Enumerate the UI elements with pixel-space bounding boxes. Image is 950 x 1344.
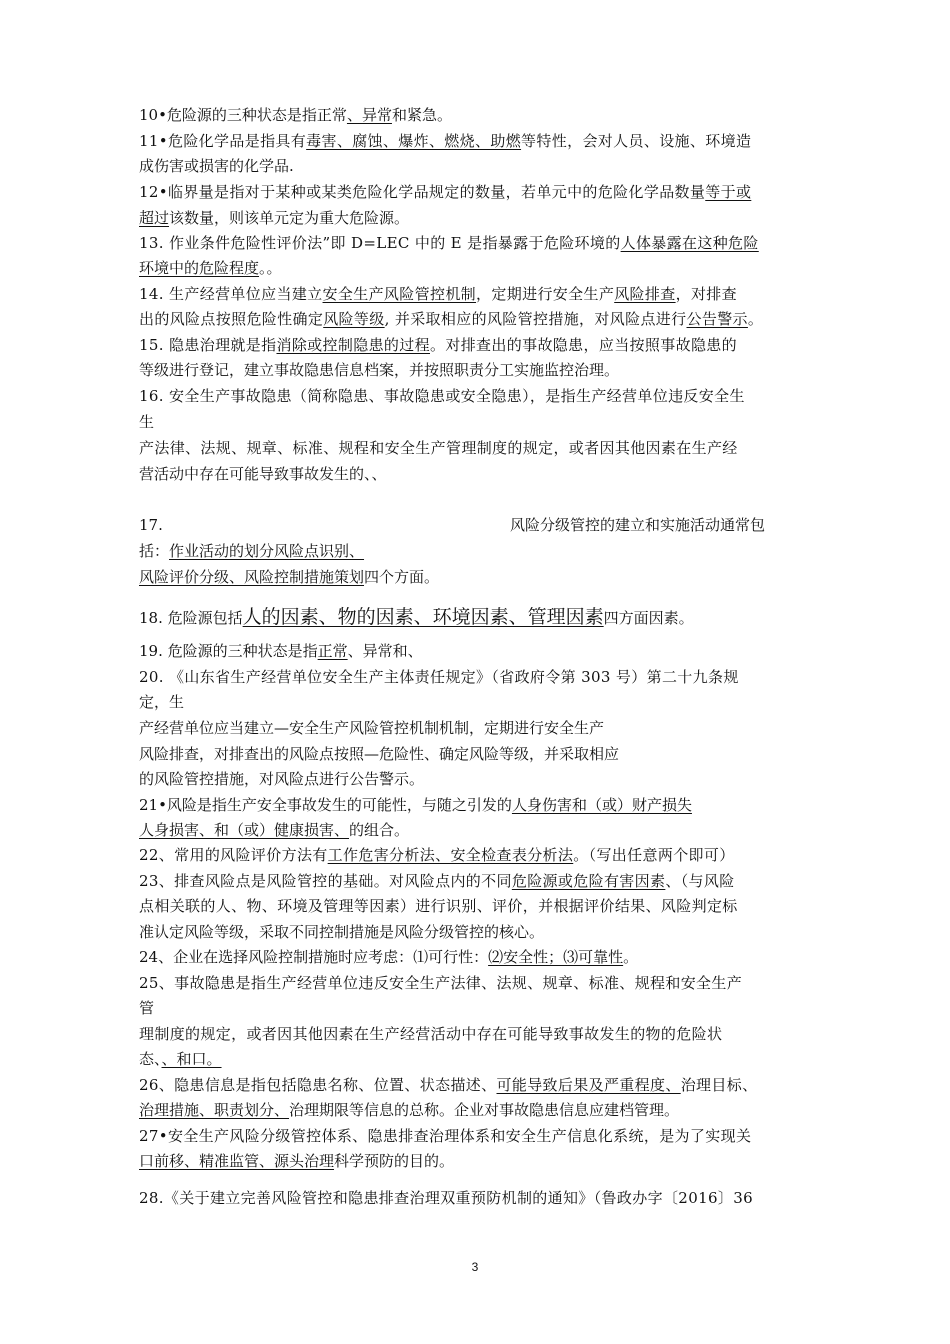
text-line bbox=[139, 463, 387, 485]
text-segment: 27•安全生产风险分级管控体系、隐患排查治理体系和安全生产信息化系统，是为了实现关 bbox=[139, 1127, 752, 1145]
text-segment: ，对排查 bbox=[675, 285, 738, 303]
underlined-answer: 作业活动的划分风险点识别、 bbox=[169, 542, 365, 560]
text-line bbox=[139, 437, 738, 459]
text-segment: 19. 危险源的三种状态是指 bbox=[139, 642, 318, 660]
text-segment: 生 bbox=[139, 413, 155, 431]
text-segment: 四个方面。 bbox=[364, 568, 440, 586]
text-line bbox=[139, 566, 439, 588]
underlined-answer: 可能导致后果及严重程度、 bbox=[496, 1076, 681, 1094]
underlined-answer: 超过 bbox=[139, 209, 170, 227]
text-segment: 28.《关于建立完善风险管控和隐患排查治理双重预防机制的通知》（鲁政办字〔2016〕36 bbox=[139, 1189, 754, 1207]
text-line bbox=[139, 997, 154, 1019]
text-segment: 的风险管控措施，对风险点进行公告警示。 bbox=[139, 770, 425, 788]
text-segment: 态、 bbox=[139, 1050, 162, 1068]
text-line bbox=[139, 283, 737, 305]
underlined-answer: 人的因素、物的因素、环境因素、管理因素 bbox=[242, 606, 604, 628]
text-segment: 等特性，会对人员、设施、环境造 bbox=[521, 132, 752, 150]
text-segment: 准认定风险等级，采取不同控制措施是风险分级管控的核心。 bbox=[139, 923, 545, 941]
underlined-answer: 消除或控制隐患的过程 bbox=[276, 336, 430, 354]
text-segment: 16. 安全生产事故隐患（简称隐患、事故隐患或安全隐患），是指生产经营单位违反安全生 bbox=[139, 387, 745, 405]
text-segment: 17. bbox=[139, 516, 163, 534]
text-segment: 的组合。 bbox=[349, 821, 410, 839]
text-segment: 管 bbox=[139, 999, 155, 1017]
text-segment: 26、隐患信息是指包括隐患名称、位置、状态描述、 bbox=[139, 1076, 497, 1094]
text-line bbox=[139, 666, 739, 688]
text-segment: 。对排查出的事故隐患，应当按照事故隐患的 bbox=[430, 336, 738, 354]
text-segment: 。 bbox=[623, 948, 639, 966]
text-line bbox=[139, 1099, 679, 1121]
text-segment: 15. 隐患治理就是指 bbox=[139, 336, 277, 354]
text-segment: 和紧急。 bbox=[391, 106, 452, 124]
text-segment: 出的风险点按照危险性确定 bbox=[139, 310, 324, 328]
text-segment: 、（与风险 bbox=[665, 872, 735, 890]
underlined-answer: 正常 bbox=[317, 642, 348, 660]
text-segment: 产法律、法规、规章、标准、规程和安全生产管理制度的规定，或者因其他因素在生产经 bbox=[139, 439, 738, 457]
text-segment: 11•危险化学品是指具有 bbox=[139, 132, 307, 150]
text-line bbox=[139, 130, 751, 152]
underlined-answer: 毒害、腐蚀、爆炸、燃烧、助燃 bbox=[306, 132, 522, 150]
text-segment: 括： bbox=[139, 542, 170, 560]
text-line bbox=[139, 385, 745, 407]
text-segment: 成伤害或损害的化学品. bbox=[139, 157, 294, 175]
underlined-answer: 工作危害分析法、安全检查表分析法 bbox=[327, 846, 574, 864]
text-line bbox=[139, 819, 409, 841]
text-segment: 营活动中存在可能导致事故发生的、、 bbox=[139, 465, 387, 483]
text-line bbox=[139, 743, 619, 765]
underlined-answer: 口前移、精准监管、源头治理 bbox=[139, 1152, 335, 1170]
text-segment: 23、排查风险点是风险管控的基础。对风险点内的不同 bbox=[139, 872, 512, 890]
text-line bbox=[139, 181, 751, 203]
text-line bbox=[139, 257, 282, 279]
text-line bbox=[139, 155, 294, 177]
text-line bbox=[139, 411, 154, 433]
underlined-answer: ⑵安全性；⑶可靠性 bbox=[488, 948, 624, 966]
underlined-answer: 环境中的危险程度 bbox=[139, 259, 260, 277]
text-line bbox=[139, 359, 619, 381]
floating-text: 风险分级管控的建立和实施活动通常包 bbox=[510, 516, 766, 534]
underlined-answer: 风险排查 bbox=[614, 285, 676, 303]
text-segment: 。（写出任意两个即可） bbox=[573, 846, 735, 864]
text-line bbox=[139, 606, 694, 629]
text-segment: 理制度的规定，或者因其他因素在生产经营活动中存在可能导致事故发生的物的危险状 bbox=[139, 1025, 723, 1043]
text-segment: 12•临界量是指对于某种或某类危险化学品规定的数量，若单元中的危险化学品数量 bbox=[139, 183, 706, 201]
text-line bbox=[139, 1187, 753, 1209]
underlined-answer: 人体暴露在这种危险 bbox=[620, 234, 759, 252]
text-segment: 14. 生产经营单位应当建立 bbox=[139, 285, 323, 303]
underlined-answer: 人身损害、和（或）健康损害、 bbox=[139, 821, 350, 839]
text-segment: 定，生 bbox=[139, 693, 185, 711]
text-segment: 21•风险是指生产安全事故发生的可能性，与随之引发的 bbox=[139, 796, 512, 814]
underlined-answer: 等于或 bbox=[705, 183, 752, 201]
underlined-answer: 、异常 bbox=[346, 106, 392, 124]
text-line bbox=[139, 104, 452, 126]
text-line bbox=[139, 768, 424, 790]
text-line bbox=[139, 1074, 757, 1096]
text-segment: , 并采取相应的风险管控措施，对风险点进行 bbox=[384, 310, 687, 328]
text-segment: 。。 bbox=[259, 259, 282, 277]
underlined-answer: 风险评价分级、风险控制措施策划 bbox=[139, 568, 365, 586]
text-segment: 四方面因素。 bbox=[603, 609, 694, 627]
text-segment: 20. 《山东省生产经营单位安全生产主体责任规定》（省政府令第 303 号）第二十九条规 bbox=[139, 668, 739, 686]
text-segment: 22、常用的风险评价方法有 bbox=[139, 846, 328, 864]
text-line bbox=[139, 895, 738, 917]
text-line bbox=[139, 844, 735, 866]
text-line bbox=[139, 691, 184, 713]
text-segment: 、异常和、 bbox=[347, 642, 423, 660]
text-segment: 产经营单位应当建立—安全生产风险管控机制机制，定期进行安全生产 bbox=[139, 719, 605, 737]
text-segment: 治理目标、 bbox=[680, 1076, 758, 1094]
page-number: 3 bbox=[471, 1260, 479, 1274]
text-line bbox=[139, 1150, 454, 1172]
text-line bbox=[139, 1023, 722, 1045]
text-line bbox=[139, 308, 763, 330]
text-line bbox=[139, 334, 737, 356]
text-line bbox=[139, 946, 638, 968]
text-line bbox=[139, 540, 364, 562]
text-segment: ，定期进行安全生产 bbox=[476, 285, 615, 303]
text-segment: 13. 作业条件危险性评价法”即 D=LEC 中的 E 是指暴露于危险环境的 bbox=[139, 234, 621, 252]
text-segment: 10•危险源的三种状态是指正常 bbox=[139, 106, 347, 124]
underlined-answer: 治理措施、职责划分、 bbox=[139, 1101, 290, 1119]
text-segment: 该数量，则该单元定为重大危险源。 bbox=[169, 209, 410, 227]
text-line bbox=[139, 870, 735, 892]
text-segment: 18. 危险源包括 bbox=[139, 609, 243, 627]
text-line bbox=[139, 1048, 222, 1070]
text-line bbox=[139, 921, 544, 943]
text-segment: 点相关联的人、物、环境及管理等因素）进行识别、评价，并根据评价结果、风险判定标 bbox=[139, 897, 738, 915]
text-segment: 。 bbox=[747, 310, 764, 328]
underlined-answer: 、和口。 bbox=[161, 1050, 222, 1068]
underlined-answer: 危险源或危险有害因素 bbox=[511, 872, 666, 890]
text-segment: 治理期限等信息的总称。企业对事故隐患信息应建档管理。 bbox=[289, 1101, 680, 1119]
text-line bbox=[139, 207, 409, 229]
text-segment: 等级进行登记，建立事故隐患信息档案，并按照职责分工实施监控治理。 bbox=[139, 361, 620, 379]
text-line bbox=[139, 972, 742, 994]
text-line bbox=[139, 1125, 751, 1147]
text-segment: 风险排查，对排查出的风险点按照—危险性、确定风险等级，并采取相应 bbox=[139, 745, 620, 763]
underlined-answer: 安全生产风险管控机制 bbox=[322, 285, 477, 303]
text-segment: 25、事故隐患是指生产经营单位违反安全生产法律、法规、规章、标准、规程和安全生产 bbox=[139, 974, 743, 992]
underlined-answer: 人身伤害和（或）财产损失 bbox=[511, 796, 692, 814]
text-segment: 科学预防的目的。 bbox=[334, 1152, 455, 1170]
text-line bbox=[139, 717, 604, 739]
text-line bbox=[139, 640, 423, 662]
text-line bbox=[139, 514, 163, 536]
text-segment: 24、企业在选择风险控制措施时应考虑：⑴可行性： bbox=[139, 948, 489, 966]
text-line bbox=[139, 232, 759, 254]
text-line bbox=[139, 794, 692, 816]
underlined-answer: 公告警示 bbox=[686, 310, 748, 328]
underlined-answer: 风险等级 bbox=[323, 310, 385, 328]
